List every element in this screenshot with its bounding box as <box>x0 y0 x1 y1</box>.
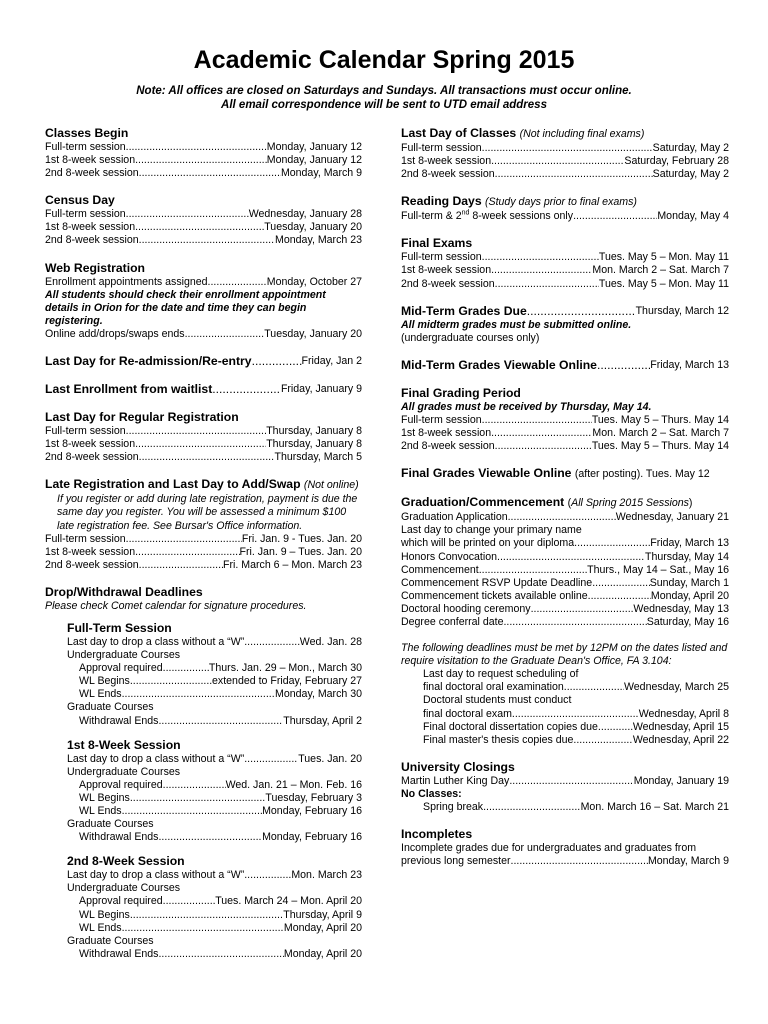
list-item: 1st 8-week session ..... Mon. March 2 – Sat. March 7 <box>401 427 729 440</box>
regular-registration-section <box>45 410 362 464</box>
left-column <box>45 126 362 974</box>
list-item: Enrollment appointments assigned ..... Monday, October 27 <box>45 276 362 289</box>
list-item: Doctoral hooding ceremony ..... Wednesday, May 13 <box>401 603 729 616</box>
reading-days-heading: Reading Days <box>401 194 482 209</box>
list-item: 1st 8-week session ..... Tuesday, January 20 <box>45 221 362 234</box>
list-item: Commencement ..... Thurs., May 14 – Sat., May 16 <box>401 564 729 577</box>
list-item: Degree conferral date ..... Saturday, May 16 <box>401 616 729 629</box>
list-item: Online add/drops/swaps ends ..... Tuesday, January 20 <box>45 328 362 341</box>
web-registration-heading: Web Registration <box>45 260 145 275</box>
list-item: Graduation Application ..... Wednesday, January 21 <box>401 511 729 524</box>
second-8-week-heading: 2nd 8-Week Session <box>67 854 185 869</box>
list-item: Last day to drop a class without a “W” ..... Mon. March 23 <box>45 869 362 882</box>
drop-withdrawal-heading: Drop/Withdrawal Deadlines <box>45 584 203 599</box>
list-item: which will be printed on your diploma ..... Friday, March 13 <box>401 537 729 550</box>
list-item: Withdrawal Ends ..... Thursday, April 2 <box>45 715 362 728</box>
reading-days-section: Reading Days (Study days prior to final exams) Full-term & 2nd 8-week sessions only ..... Monday, May 4 <box>401 194 729 223</box>
graduation-section: Graduation/Commencement (All Spring 2015 Sessions) Graduation Application ..... Wednesday, January 21 Last day to change your primary name which will be printed on your diploma ..... Friday, March 13 Honors Convocation ..... Thursday, May 14 Commencement ..... Thurs., May 14 – Sat., May 16 Commencement RSVP Update Deadline ..... Sunday, March 1 Commencement tickets available online ..... Monday, April 20 Doctoral hooding ceremony ..... Wednesday, May 13 Degree conferral date ..... Saturday, May 16 <box>401 495 729 629</box>
list-item: WL Ends ..... Monday, March 30 <box>45 688 362 701</box>
regular-registration-heading: Last Day for Regular Registration <box>45 410 239 425</box>
list-item: WL Begins ..... Tuesday, February 3 <box>45 792 362 805</box>
list-item: Full-term session ..... Tues. May 5 – Mon. May 11 <box>401 251 729 264</box>
incompletes-heading: Incompletes <box>401 827 473 842</box>
list-item: Honors Convocation ..... Thursday, May 14 <box>401 551 729 564</box>
final-viewable-heading: Final Grades Viewable Online <box>401 466 572 481</box>
list-item: Full-term session ..... Fri. Jan. 9 - Tues. Jan. 20 <box>45 533 362 546</box>
list-item: WL Begins ..... extended to Friday, February 27 <box>45 675 362 688</box>
list-item: 2nd 8-week session ..... Saturday, May 2 <box>401 168 729 181</box>
waitlist-section: Last Enrollment from waitlist ..... Friday, January 9 <box>45 382 362 397</box>
final-grading-heading: Final Grading Period <box>401 385 521 400</box>
list-item: Withdrawal Ends ..... Monday, April 20 <box>45 948 362 961</box>
list-item: 1st 8-week session ..... Fri. Jan. 9 – Tues. Jan. 20 <box>45 546 362 559</box>
final-exams-section <box>401 236 729 290</box>
classes-begin-heading: Classes Begin <box>45 126 129 140</box>
closings-section: University Closings Martin Luther King Day ..... Monday, January 19 No Classes: Spring break ..... Mon. March 16 – Sat. March 21 <box>401 760 729 814</box>
list-item: Commencement RSVP Update Deadline ..... Sunday, March 1 <box>401 577 729 590</box>
last-day-classes-heading: Last Day of Classes <box>401 126 517 140</box>
list-item: Full-term session ..... Tues. May 5 – Thurs. May 14 <box>401 414 729 427</box>
list-item: WL Begins ..... Thursday, April 9 <box>45 909 362 922</box>
late-registration-section: Late Registration and Last Day to Add/Swap (Not online) If you register or add during late registration, payment is due the same day you register. You will be assessed a minimum $100 late registration fee. See Bursar's Office information. Full-term session ..... Fri. Jan. 9 - Tues. Jan. 20 1st 8-week session ..... Fri. Jan. 9 – Tues. Jan. 20 2nd 8-week session ..... Fri. March 6 – Mon. March 23 <box>45 477 362 572</box>
list-item: Martin Luther King Day ..... Monday, January 19 <box>401 775 729 788</box>
midterm-viewable-heading: Mid-Term Grades Viewable Online <box>401 357 597 372</box>
list-item: 1st 8-week session ..... Monday, January 12 <box>45 154 362 167</box>
late-registration-heading: Late Registration and Last Day to Add/Swap <box>45 477 301 492</box>
drop-withdrawal-note: Please check Comet calendar for signature procedures. <box>45 599 307 612</box>
page-note <box>0 84 768 112</box>
list-item: 2nd 8-week session ..... Monday, March 23 <box>45 234 362 247</box>
list-item: Approval required ..... Thurs. Jan. 29 – Mon., March 30 <box>45 662 362 675</box>
list-item: Withdrawal Ends ..... Monday, February 16 <box>45 831 362 844</box>
full-term-heading: Full-Term Session <box>67 620 172 635</box>
list-item: Commencement tickets available online ..... Monday, April 20 <box>401 590 729 603</box>
incompletes-section: Incompletes Incomplete grades due for undergraduates and graduates from previous long semester ..... Monday, March 9 <box>401 827 729 868</box>
census-day-section <box>45 193 362 247</box>
graduation-heading: Graduation/Commencement <box>401 495 565 510</box>
midterm-viewable-section: Mid-Term Grades Viewable Online ..... Friday, March 13 <box>401 358 729 373</box>
note-line-2: All email correspondence will be sent to UTD email address <box>221 99 547 111</box>
list-item: Full-term session ..... Wednesday, January 28 <box>45 208 362 221</box>
list-item: WL Ends ..... Monday, February 16 <box>45 805 362 818</box>
midterm-due-section: Mid-Term Grades Due ..... Thursday, March 12 All midterm grades must be submitted online. (undergraduate courses only) <box>401 304 729 345</box>
note-line-1: Note: All offices are closed on Saturdays and Sundays. All transactions must occur online. <box>136 85 632 97</box>
readmission-section: Last Day for Re-admission/Re-entry ..... Friday, Jan 2 <box>45 354 362 369</box>
final-exams-heading: Final Exams <box>401 236 473 251</box>
right-column <box>401 126 729 881</box>
first-8-week-heading: 1st 8-Week Session <box>67 737 181 752</box>
list-item: Full-term session ..... Saturday, May 2 <box>401 142 729 155</box>
list-item: 1st 8-week session ..... Thursday, January 8 <box>45 438 362 451</box>
last-day-classes-section: Last Day of Classes (Not including final exams) Full-term session ..... Saturday, May 2 1st 8-week session ..... Saturday, February 28 2nd 8-week session ..... Saturday, May 2 <box>401 126 729 181</box>
list-item: Final doctoral dissertation copies due ..... Wednesday, April 15 <box>401 721 729 734</box>
web-registration-note: All students should check their enrollment appointment details in Orion for the date and time they can begin registering. <box>45 288 326 327</box>
list-item: 2nd 8-week session ..... Fri. March 6 – Mon. March 23 <box>45 559 362 572</box>
page-title: Academic Calendar Spring 2015 <box>193 46 575 74</box>
list-item: Approval required ..... Tues. March 24 – Mon. April 20 <box>45 895 362 908</box>
midterm-due-heading: Mid-Term Grades Due <box>401 303 527 318</box>
classes-begin-section <box>45 126 362 180</box>
list-item: WL Ends ..... Monday, April 20 <box>45 922 362 935</box>
late-registration-note: If you register or add during late registration, payment is due the same day you register. You will be assessed a minimum $100 late registration fee. See Bursar's Office information. <box>57 493 358 532</box>
final-viewable-section: Final Grades Viewable Online (after posting). Tues. May 12 <box>401 466 710 481</box>
deadlines-12pm-note: The following deadlines must be met by 12PM on the dates listed and require visitation to the Graduate Dean's Office, FA 3.104: <box>401 642 728 668</box>
list-item: Full-term session ..... Monday, January 12 <box>45 141 362 154</box>
list-item: Final master's thesis copies due ..... Wednesday, April 22 <box>401 734 729 747</box>
list-item: Full-term session ..... Thursday, January 8 <box>45 425 362 438</box>
list-item: Full-term & 2nd 8-week sessions only ..... Monday, May 4 <box>401 210 729 223</box>
closings-heading: University Closings <box>401 759 515 774</box>
list-item: 1st 8-week session ..... Mon. March 2 – Sat. March 7 <box>401 264 729 277</box>
list-item: Spring break ..... Mon. March 16 – Sat. March 21 <box>401 801 729 814</box>
list-item: final doctoral oral examination ..... Wednesday, March 25 <box>401 681 729 694</box>
waitlist-heading: Last Enrollment from waitlist <box>45 382 213 397</box>
list-item: 2nd 8-week session ..... Tues. May 5 – Thurs. May 14 <box>401 440 729 453</box>
census-day-heading: Census Day <box>45 193 115 208</box>
list-item: final doctoral exam ..... Wednesday, April 8 <box>401 708 729 721</box>
list-item: 2nd 8-week session ..... Monday, March 9 <box>45 167 362 180</box>
list-item: Approval required ..... Wed. Jan. 21 – Mon. Feb. 16 <box>45 779 362 792</box>
list-item: Last day to drop a class without a “W” ..... Tues. Jan. 20 <box>45 753 362 766</box>
web-registration-section <box>45 261 362 341</box>
drop-withdrawal-section: Drop/Withdrawal Deadlines Please check Comet calendar for signature procedures. Full-Term Session Last day to drop a class without a “W” ..... Wed. Jan. 28 Undergraduate Courses Approval required ..... Thurs. Jan. 29 – Mon., March 30 WL Begins ..... extended to Friday, February 27 WL Ends ..... Monday, March 30 Graduate Courses Withdrawal Ends ..... Thursday, April 2 1st 8-Week Session Last day to drop a class without a “W” ..... Tues. Jan. 20 Undergraduate Courses Approval required ..... Wed. Jan. 21 – Mon. Feb. 16 WL Begins ..... Tuesday, February 3 WL Ends ..... Monday, February 16 Graduate Courses Withdrawal Ends ..... Monday, February 16 2nd 8-Week Session Last day to drop a class without a “W” ..... Mon. March 23 Undergraduate Courses Approval required ..... Tues. March 24 – Mon. April 20 WL Begins ..... Thursday, April 9 WL Ends ..... Monday, April 20 Graduate Courses Withdrawal Ends ..... Monday, April 20 <box>45 585 362 961</box>
final-grading-section: Final Grading Period All grades must be received by Thursday, May 14. Full-term session ..... Tues. May 5 – Thurs. May 14 1st 8-week session ..... Mon. March 2 – Sat. March 7 2nd 8-week session ..... Tues. May 5 – Thurs. May 14 <box>401 386 729 453</box>
list-item: Last day to drop a class without a “W” ..... Wed. Jan. 28 <box>45 636 362 649</box>
list-item: 1st 8-week session ..... Saturday, February 28 <box>401 155 729 168</box>
list-item: previous long semester ..... Monday, March 9 <box>401 855 729 868</box>
list-item: 2nd 8-week session ..... Tues. May 5 – Mon. May 11 <box>401 278 729 291</box>
list-item: 2nd 8-week session ..... Thursday, March 5 <box>45 451 362 464</box>
readmission-heading: Last Day for Re-admission/Re-entry <box>45 354 252 369</box>
deadlines-12pm-section: The following deadlines must be met by 12PM on the dates listed and require visitation to the Graduate Dean's Office, FA 3.104: Last day to request scheduling of final doctoral oral examination ..... Wednesday, March 25 Doctoral students must conduct final doctoral exam ..... Wednesday, April 8 Final doctoral dissertation copies due ..... Wednesday, April 15 Final master's thesis copies due ..... Wednesday, April 22 <box>401 642 729 747</box>
